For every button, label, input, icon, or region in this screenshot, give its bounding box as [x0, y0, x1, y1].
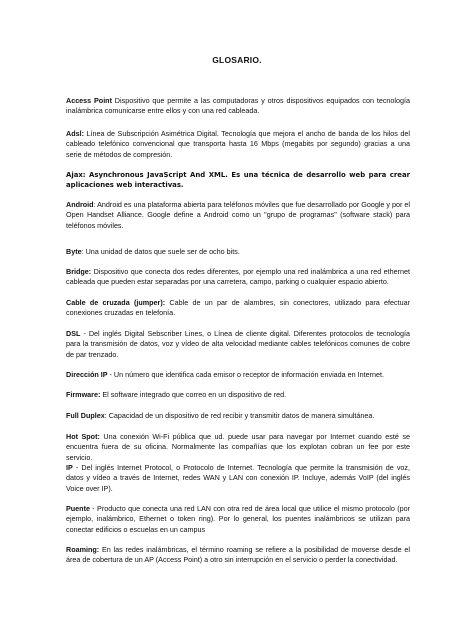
- entry-term: Byte: [66, 247, 82, 256]
- glossary-entry-ip: [66, 463, 410, 494]
- entry-term: Full Duplex: [66, 411, 105, 420]
- entry-term: IP: [66, 463, 73, 472]
- entry-definition: En las redes inalámbricas, el término roaming se refiere a la posibilidad de moverse desde el área de cobertura de un AP (Access Point) a otro sin interrupción en el servicio o perder la conectividad.: [66, 545, 410, 565]
- entry-term: Hot Spot:: [66, 432, 100, 441]
- glossary-entry-puente: [66, 504, 410, 535]
- entry-definition: Línea de Subscripción Asimétrica Digital. Tecnología que mejora el ancho de banda de los hilos del cableado telefónico convencional que transporta hasta 16 Mbps (megabits por segundo) gracias a una serie de métodos de compresión.: [66, 129, 410, 159]
- page-title: GLOSARIO.: [212, 55, 262, 65]
- entry-term: Android: [66, 200, 94, 209]
- entry-definition: Asynchronous JavaScript And XML. Es una técnica de desarrollo web para crear aplicaciones web interactivas.: [66, 171, 410, 190]
- entry-term: Roaming:: [66, 545, 100, 554]
- glossary-entry-android: [66, 200, 410, 231]
- glossary-entry-jumper: [66, 298, 410, 319]
- entry-definition: Una conexión Wi-Fi pública que ud. puede usar para navegar por Internet cuando esté se encuentra fuera de su oficina. Normalmente las compañías que los explotan cobran un fee por este servicio.: [66, 432, 410, 462]
- entry-term: Dirección IP: [66, 370, 108, 379]
- entry-term: Ajax:: [66, 171, 86, 179]
- entry-term: DSL: [66, 329, 81, 338]
- glossary-entry-adsl: [66, 129, 410, 160]
- glossary-entry-access-point: [66, 96, 410, 117]
- entry-definition: Dispositivo que permite a las computadoras y otros dispositivos equipados con tecnología inalámbrica comunicarse entre ellos y con una red cableada.: [66, 96, 411, 116]
- entry-term: Firmware:: [66, 390, 101, 399]
- entry-term: Cable de cruzada (jumper):: [66, 298, 166, 307]
- entry-term: Bridge:: [66, 267, 92, 276]
- glossary-entry-ajax: [66, 170, 410, 191]
- glossary-entry-dsl: [66, 329, 410, 360]
- glossary-entry-ip-address: [66, 370, 410, 380]
- glossary-entry-hot-spot: [66, 432, 410, 463]
- glossary-entry-roaming: [66, 545, 410, 566]
- entry-definition: El software integrado que correo en un dispositivo de red.: [100, 390, 287, 399]
- entry-definition: Dispositivo que conecta dos redes diferentes, por ejemplo una red inalámbrica a una red ethernet cableada que pueden estar separadas por una carretera, campo, parking o cualquier espacio abierto.: [66, 267, 410, 287]
- glossary-entry-full-duplex: [66, 411, 410, 421]
- entry-term: Puente: [66, 504, 90, 513]
- entry-definition: Cable de un par de alambres, sin conectores, utilizado para efectuar conexiones cruzadas en telefonía.: [66, 298, 411, 318]
- glossary-entry-bridge: [66, 267, 410, 288]
- entry-definition: - Un número que identifica cada emisor o receptor de información enviada en Internet.: [107, 370, 385, 379]
- glossary-entry-firmware: [66, 390, 410, 400]
- entry-definition: - Del inglés Internet Protocol, o Protocolo de Internet. Tecnología que permite la transmisión de voz, datos y vídeo a través de Internet, redes WAN y LAN con conexión IP. Incluye, además VoIP (del inglés Voice over IP).: [66, 463, 410, 493]
- entry-definition: - Del inglés Digital Sebscriber Lines, o Línea de cliente digital. Diferentes protocolos de tecnología para la transmisión de datos, voz y vídeo de alta velocidad mediante cables telefónicos comunes de cobre de par trenzado.: [66, 329, 410, 359]
- entry-term: Access Point: [66, 96, 112, 105]
- entry-definition: : Android es una plataforma abierta para teléfonos móviles que fue desarrollado por Google y por el Open Handset Alliance. Google define a Android como un "grupo de programas" (software stack) para teléfonos móviles.: [66, 200, 410, 230]
- entry-definition: : Una unidad de datos que suele ser de ocho bits.: [81, 247, 240, 256]
- entry-definition: - Producto que conecta una red LAN con otra red de área local que utilice el mismo protocolo (por ejemplo, inalámbrico, Ethernet o token ring). Por lo general, los puentes inalámbricos se utilizan para conectar edificios o escuelas en un campus: [66, 504, 410, 534]
- entry-term: Adsl:: [66, 129, 84, 138]
- glossary-entry-byte: [66, 247, 410, 257]
- entry-definition: : Capacidad de un dispositivo de red recibir y transmitir datos de manera simultánea.: [104, 411, 375, 420]
